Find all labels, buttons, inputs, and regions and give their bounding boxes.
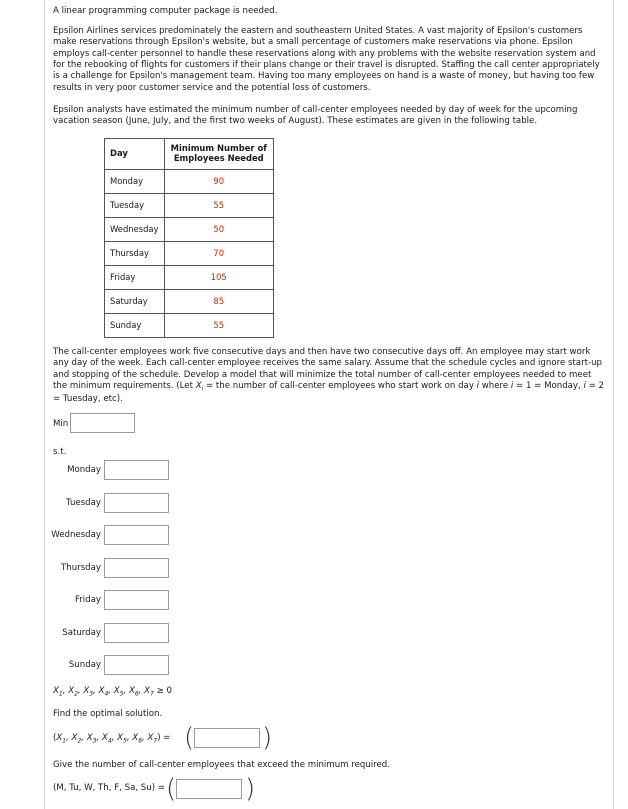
table-row [105, 218, 274, 242]
day-cell: Tuesday [105, 194, 165, 218]
constraint-label-tuesday: Tuesday [66, 498, 101, 508]
value-cell: 50 [164, 218, 274, 242]
value-cell: 90 [164, 170, 274, 194]
day-cell: Monday [105, 170, 165, 194]
table-row [105, 194, 274, 218]
excess-input[interactable] [176, 779, 242, 799]
solution-input[interactable] [194, 728, 260, 748]
find-optimal-label: Find the optimal solution. [53, 709, 163, 719]
constraint-input-saturday[interactable] [104, 623, 169, 643]
value-cell: 105 [164, 266, 274, 290]
close-paren: ) [245, 774, 256, 804]
day-cell: Friday [105, 266, 165, 290]
constraint-label-wednesday: Wednesday [51, 530, 101, 540]
close-paren: ) [262, 723, 273, 753]
scenario-paragraph: Epsilon Airlines services predominately the eastern and southeastern United States. A vast majority of Epsilon's customers make reservations through Epsilon's website, but a small percentage of customers make reservations via phone. Epsilon employs call-center personnel to handle these reservations along with any problems with the website reservation system and for the rebooking of flights for customers if their plans change or their travel is disrupted. Staffing the call center appropriately is a challenge for Epsilon's management team. Having too many employees on hand is a waste of money, but having too few results in very poor customer service and the potential loss of customers. [53, 26, 600, 93]
intro-text: A linear programming computer package is needed. [53, 6, 278, 16]
day-cell: Thursday [105, 242, 165, 266]
estimates-paragraph: Epsilon analysts have estimated the minimum number of call-center employees needed by day of week for the upcoming vacation season (June, July, and the first two weeks of August). These estimates are given in the following table. [53, 105, 578, 127]
model-instructions: The call-center employees work five consecutive days and then have two consecutive days off. An employee may start work any day of the week. Each call-center employee receives the same salary. Assume that the schedule cycles and ignore start-up and stopping of the schedule. Develop a model that will minimize the total number of call-center employees needed to meet the minimum requirements. (Let $X_i$ = the number of call-center employees who start work on day i where i = 1 = Monday, i = 2 = Tuesday, etc). [53, 347, 605, 404]
table-row [105, 242, 274, 266]
header-day: Day [105, 139, 165, 170]
constraint-input-monday[interactable] [104, 460, 169, 480]
constraint-label-friday: Friday [74, 595, 101, 605]
constraint-label-thursday: Thursday [61, 563, 101, 573]
value-cell: 70 [164, 242, 274, 266]
value-cell: 55 [164, 194, 274, 218]
table-row [105, 290, 274, 314]
days-tuple-label: (M, Tu, W, Th, F, Sa, Su) = [53, 783, 165, 793]
constraint-input-thursday[interactable] [104, 558, 169, 578]
constraint-input-sunday[interactable] [104, 655, 169, 675]
constraint-input-friday[interactable] [104, 590, 169, 610]
requirements-table [104, 138, 274, 338]
value-cell: 55 [164, 314, 274, 338]
open-paren: ( [166, 774, 177, 804]
table-row [105, 170, 274, 194]
day-cell: Wednesday [105, 218, 165, 242]
open-paren: ( [184, 723, 195, 753]
day-cell: Sunday [105, 314, 165, 338]
constraint-label-saturday: Saturday [62, 628, 101, 638]
constraint-input-wednesday[interactable] [104, 525, 169, 545]
nonnegativity-constraint: $X_1$, $X_2$, $X_3$, $X_4$, $X_5$, $X_6$, $X_7 \ge 0$ [53, 686, 172, 698]
min-label: Min [53, 419, 69, 429]
constraint-label-sunday: Sunday [68, 660, 101, 670]
excess-question-label: Give the number of call-center employees that exceed the minimum required. [53, 760, 390, 770]
table-row [105, 314, 274, 338]
constraint-input-tuesday[interactable] [104, 493, 169, 513]
solution-tuple-label: ($X_1$, $X_2$, $X_3$, $X_4$, $X_5$, $X_6$, $X_7$) = [53, 733, 171, 745]
table-row [105, 266, 274, 290]
header-min-employees: Minimum Number of Employees Needed [164, 139, 274, 170]
objective-input[interactable] [70, 413, 135, 433]
constraint-label-monday: Monday [67, 465, 101, 475]
value-cell: 85 [164, 290, 274, 314]
st-label: s.t. [53, 447, 67, 457]
day-cell: Saturday [105, 290, 165, 314]
